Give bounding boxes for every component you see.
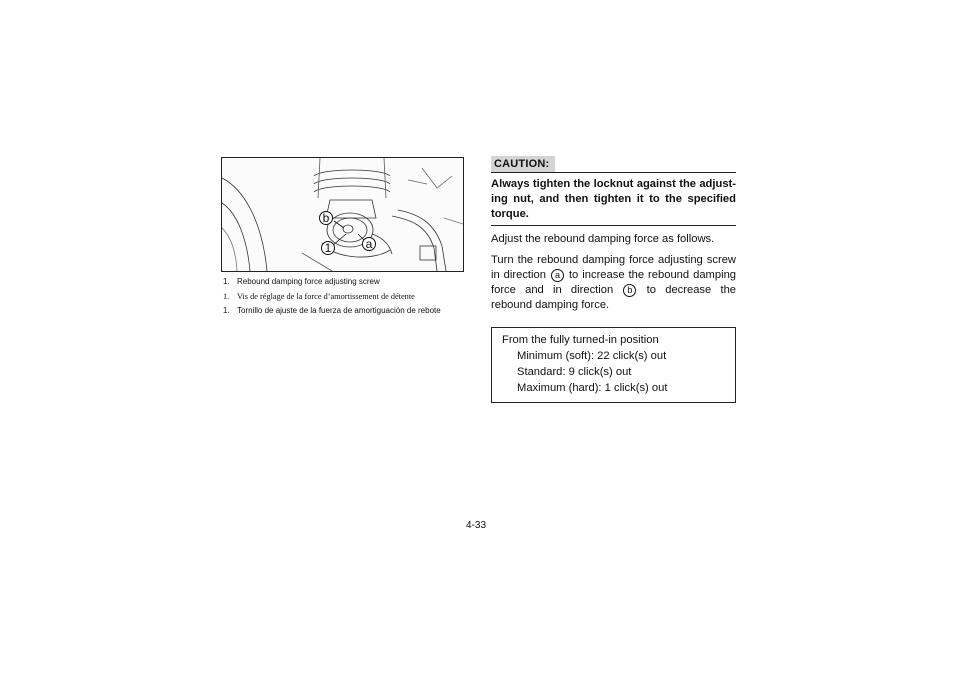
caution-rule: [491, 172, 736, 173]
caption-text: Vis de réglage de la force d’amortissement de détente: [237, 291, 415, 301]
caption-text: Rebound damping force adjusting screw: [237, 277, 380, 286]
caption-number: 1.: [223, 291, 230, 301]
callout-a: a: [365, 237, 373, 251]
spec-item-minimum: Minimum (soft): 22 click(s) out: [517, 350, 667, 362]
marker-b: b: [623, 284, 636, 297]
caption-text: Tornillo de ajuste de la fuerza de amortiguación de rebote: [237, 306, 441, 315]
spec-item-maximum: Maximum (hard): 1 click(s) out: [517, 382, 668, 394]
caution-header: [491, 156, 736, 174]
paragraph-text: to increase the rebound damping force and in direction: [491, 269, 737, 296]
caution-text: Always tighten the locknut against the adjust-ing nut, and then tighten it to the specified torque.: [491, 177, 736, 226]
paragraph-text: to decrease the rebound damping force.: [491, 284, 737, 311]
shock-absorber-drawing: [222, 158, 463, 271]
spec-heading: From the fully turned-in position: [502, 334, 659, 346]
spec-item-standard: Standard: 9 click(s) out: [517, 366, 632, 378]
figure-captions: [221, 276, 471, 320]
instruction-column: [491, 156, 736, 403]
callout-b: b: [322, 211, 330, 225]
caption-spanish: [221, 305, 471, 317]
caption-number: 1.: [223, 306, 230, 315]
caption-french: [221, 291, 471, 303]
page-number: 4-33: [466, 520, 487, 531]
shock-absorber-illustration: [221, 157, 464, 272]
caution-label: CAUTION:: [491, 156, 555, 173]
callout-1: 1: [324, 241, 332, 255]
caption-english: [221, 276, 471, 288]
spec-box: [491, 327, 736, 403]
caption-number: 1.: [223, 277, 230, 286]
paragraph-intro: Adjust the rebound damping force as follows.: [491, 233, 715, 245]
paragraph-direction: [491, 253, 736, 313]
marker-a: a: [551, 269, 564, 282]
paragraph-text: Turn the rebound damping force adjusting screw in direction: [491, 254, 736, 281]
